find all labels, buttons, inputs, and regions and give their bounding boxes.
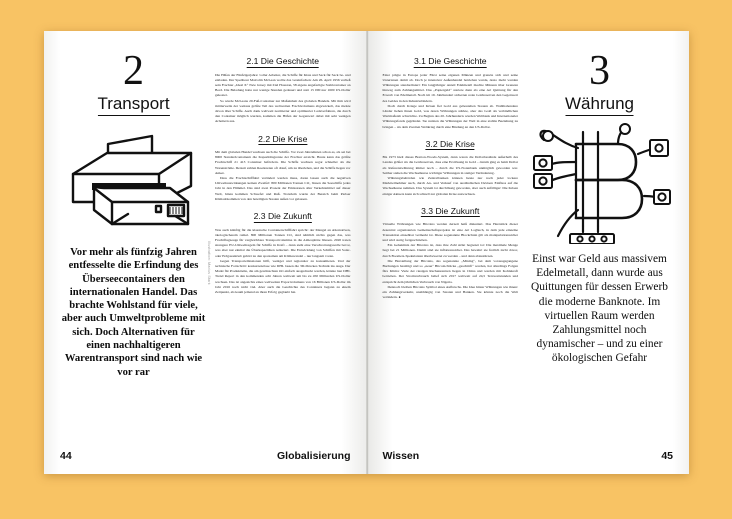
paragraph: Einst prägte in Europa jeder Fürst seine eigenen Münzen und grenzte sich und seine Untertanen damit ab. Doch je intensiver Außenhandel betrieben wurde, desto mehr wurden Währungen standardisiert: Ein langjähriger Anteil Edelmetall machte Münzen über Grenzen hinweg zum Zahlungsmittel. Das „Papiergeld“ startete dann als eine Art Quittung für den Erwerb von Edelmetall. Noch im 19. Jahrhundert sicherten reale Goldreserven den Gegenwert des Geldes in den Industrieländern. (382, 72, 518, 103)
left-pullquote: Vor mehr als fünfzig Jahren entfesselte die Erfindung des Überseecontainers den internationalen Handel. Das brachte Wohlstand für viele, aber auch Umweltprobleme mit sich. Doch Alternativen für einen nachhaltigeren Warentransport sind nach wie vor rar (61, 247, 206, 378)
paragraph: So wurde McLeans 20-Fuß-Container zur Maßeinheit des globalen Handels. Mit ihm wird mittlerweile der weitaus größte Teil des weltweiten Frachtvolumens abgewickelt, das meiste davon über Schiffe. Auch dank weltweit normierter und optimierter Ladeverfahren, die durch den Container möglich wurden, kommen die Häfen der Gegenwart dabei mit sehr wenigen Arbeitern aus. (215, 98, 351, 124)
bitcoin-symbol-with-cables-icon (526, 118, 673, 244)
printer-printing-shipping-container-icon (60, 126, 207, 238)
left-chapter-number: 2 (123, 48, 144, 94)
right-chapter-number: 3 (589, 48, 610, 94)
right-page-footer (383, 450, 674, 462)
section-body-3-3 (383, 222, 519, 300)
paragraph: Dass die Frachtschifffahrt verändert werden muss, daran lassen auch die negativen Umweltauswirkungen keinen Zweifel: 800 Millionen Tonnen CO₂ blasen die Seeschiffe jedes Jahr in den Himmel. Das sind zwei Prozent der Emissionen aller Verkehrsmittel auf dieser Welt, hinzu kommen Schwefel und Ruß. Trotzdem wurde der Bereich beim Pariser Klimaabkommen von den beteiligten Staaten außen vor gelassen. (215, 176, 351, 201)
section-heading-3-1: 3.1 Die Geschichte (413, 56, 487, 66)
left-image-credit: Illustration: Marius Stark (207, 241, 211, 285)
paragraph: Doch durch Kriege und Krisen fiel Gold aus gebeutelten Staaten ab. Wohlhabendere Länder liehen ihnen Gold, was deren Währungen stärkte, aber das Gold als verbindlichen Wertmaßstab schwächte. Zu Beginn des 20. Jahrhunderts wurden Weltbank und Internationaler Währungsfonds gegründet. Sie nutzten die Währungen der Welt in eine stabile Beziehung zu bringen – als dem Zweiten Weltkrieg durch eine Bindung an den US-Dollar. (382, 103, 518, 129)
right-page-number: 45 (661, 450, 673, 462)
paragraph: Ein Geheimnis der Bitcoins ist, dass ihre Zahl strikt begrenzt ist: Die maximale Menge liegt bei 21 Millionen. Damit sind sie inflationssicher. Das bewahrt sie freilich nicht davor, durch Boomers-Spekulanten überbewertet zu werden – und dann abzustürzen. (382, 243, 518, 258)
paragraph: Virtuelle Währungen wie Bitcoins werden derzeit heiß diskutiert. Das Herzstück dieser dezentral organisierten Gemeinschaftsprojekte ist eine Art Logbuch, in dem jede einzelne Transaktion einsehbar vermerkt ist. Diese sogenannte Blockchain gilt als manipulationssicher und wird stetig fortgeschrieben. (382, 222, 518, 242)
paragraph: Dennoch bleiben Bitcoins Symbol eines Aufbruchs. Die Idee hinter Währungen wie ihnen: ein Zahlungsverkehr, unabhängig von Staaten und Banken. Sie könnte noch die Welt verändern. ● (382, 284, 518, 300)
section-heading-2-3: 2.3 Die Zukunft (253, 211, 312, 222)
right-chapter-title: Währung (565, 94, 634, 116)
paragraph: Mit dem globalen Handel wuchsen auch die Schiffe. Vor zwei Jahrzehnten schon es, als sei bei 8000 Standardcontainern die Kapazitätsgrenze der Frachter erreicht. Heute kann das größte Frachtschiff 21 413 Container befördern. Die Schiffe wachsen sogar schneller als die Warenströme. Derzeit zahlen Reedereien oft drauf, um zu überleben, und die Schiffe liegen vor Anker. (215, 150, 351, 175)
left-section-label: Globalisierung (276, 450, 351, 462)
section-heading-3-2: 3.2 Die Krise (425, 138, 475, 149)
paragraph: Gegen Transportemissionen hilft, weniger und regionaler zu konsumieren. Und der technische Fortschritt: konkurrenzlose wie DHL lassen die 3D-Drucker-Technik ins Auge. Der Markt für Produktteile, die am gewünschten Ort einfach ausgedruckt werden, könnte laut DHL Trend Report in den kommenden acht Jahren weltweit um bis zu 450 Milliarden US-Dollar wachsen. Das ist angesichts eines weltweiten Exportvolumens von 16 Billionen US-Dollar im Jahr 2016 noch nicht viel. Aber auch die Geschichte des Containers begann zu einem Zeitpunkt, als kaum jemand an ihren Erfolg geglaubt hat. (215, 258, 351, 294)
section-heading-3-3: 3.3 Die Zukunft (421, 205, 480, 216)
left-page (44, 31, 367, 474)
right-page (367, 31, 690, 474)
section-heading-2-1: 2.1 Die Geschichte (246, 56, 320, 66)
paragraph: Bis 1973 hielt dieses Bretton-Woods-System, dann waren die Dollarbestände außerhalb des Landes größer als die Goldreserven, dass eine Erstlösung in Gold – darum ging es beim Dollar als Referenzwährung immer noch – durch die US-Notenbank unmöglich geworden war. Seither stehen die Wechselkurse wichtiger Währungen in stetiger Veränderung. (382, 155, 518, 175)
left-page-number: 44 (60, 450, 72, 462)
right-chapter-column (526, 45, 673, 437)
right-page-body (383, 45, 674, 437)
left-chapter-title: Transport (97, 94, 169, 116)
section-body-3-1 (383, 73, 519, 130)
right-pullquote: Einst war Geld aus massivem Edelmetall, dann wurde aus Quittungen für dessen Erwerb die moderne Banknote. Im virtuellen Raum werden Zahlungsmittel noch dynamischer – und zu einer ökologischen Gefahr (531, 253, 668, 365)
left-page-body (60, 45, 351, 437)
left-text-column (215, 45, 351, 437)
paragraph: Was auch künftig für die klassische Containerschifffahrt spricht: der Mangel an Alternativen, ökologischerem rumal. 800 Millionen Tonnen CO₂ sind nämlich nichts gegen das, was Frachtflugzeuge für vergleichbare Transportvolumina in die Atmosphäre bliesen. 2020 treten strengere EU-Umweltregeln für Schiffe in Kraft – dann steht eine Verschrottungswelle bevor, was aber nur einmal die Überkapazitäten reduziert. Die Entwicklung von Schiffen mit Solar- oder Erdgasantrieb gehört zu den sparsamen am Klimawandel – nur langsam voran. (215, 227, 351, 258)
paragraph: Die Herstellung der Bitcoins, das sogenannte „Mining“, bei dem vorausgegangene Buchungen bestätigt und so „neue“ Bitcoin-Stücke „geschürft“ werden, hat allerdings Folgen fürs Klima: Viele der riesigen Rechenzentren liegen in China und werden mit Kohlekraft betrieben. Der Stromverbrauch belief sich 2017 weltweit auf 24,5 Terawattstunden und entspricht dem jährlichen Verbrauch von Nigeria. (382, 258, 518, 284)
magazine-spread (44, 31, 689, 474)
left-page-footer (60, 450, 351, 462)
left-chapter-column (60, 45, 211, 437)
paragraph: Die Häfen der Fünfzigerjahre: voller Arbeiter, die Schiffe für Kiste und Sack für Sack be- und entladen. Der Spediteur Malcolm McLean wollte das vereinfachen: Am 26. April 1956 verließ sein Frachter „Ideal X“ New Jersey mit Ziel Houston, 58 eigens angefertigte Stahlcontainer an Bord. Die Beladung hatte nur wenige Stunden gedauert und statt 15 000 nur 1600 US-Dollar gekostet. (215, 72, 351, 98)
section-body-3-2 (383, 155, 519, 197)
section-body-2-2 (215, 150, 351, 202)
right-text-column (383, 45, 519, 437)
right-section-label: Wissen (382, 450, 420, 462)
book-gutter (366, 31, 369, 474)
paragraph: Währungsbehörden wie Zentralbanken können heute nur noch jeder lockere Marktteilnehmer auch, durch An- und Verkauf von ausländischen Devisen Einfluss auf die Wechselkurse nehmen. Das System ist durchlässig geworden, aber auch anfälliger: Die Krisen einiger Aktuers kann sich schnell zur globalen Krise auswachsen. (382, 176, 518, 196)
section-body-2-1 (215, 73, 351, 125)
section-heading-2-2: 2.2 Die Krise (258, 133, 308, 144)
section-body-2-3 (215, 228, 351, 296)
